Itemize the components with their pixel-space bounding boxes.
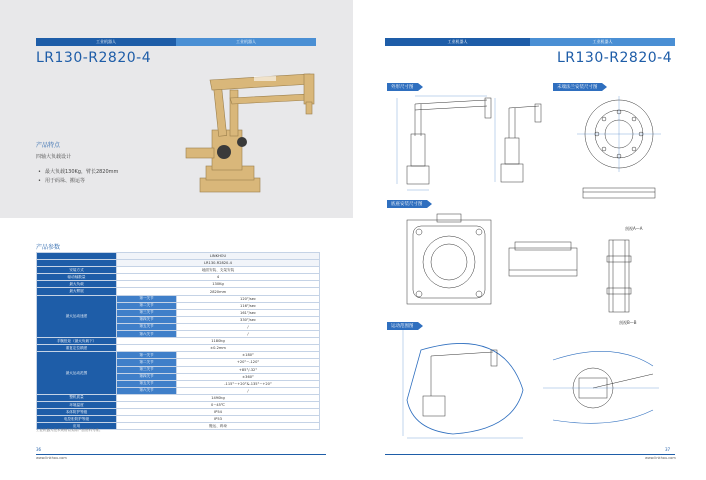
flange-label: 末端法兰安装尺寸图 [553,83,602,91]
features-list [38,168,118,186]
row-value: 2820mm [117,288,320,295]
row-label: 重复定位精度 [37,345,117,352]
footer-url-right: www.linkhou.com [645,456,676,460]
axis-value: 161°/sec [177,309,320,316]
axis-label: 第六关节 [117,331,177,338]
axis-label: 第一关节 [117,352,177,359]
feature-item: • 最大负载130Kg，臂长2820mm [38,168,118,177]
table-row [37,288,320,295]
row-value: IP54 [117,409,320,416]
workspace-drawing [393,330,663,440]
workspace-label: 运动范围图 [387,322,418,330]
right-tabs [385,38,675,46]
axis-value: / [177,331,320,338]
row-value: 搬运、码垛 [117,423,320,430]
table-row [37,338,320,345]
axis-label: 第四关节 [117,373,177,380]
axis-value: 116°/sec [177,302,320,309]
row-label: 环境温度 [37,401,117,408]
section-a-label: 剖视A—A [625,226,643,231]
table-row [37,267,320,274]
outline-label: 外形尺寸图 [387,83,418,91]
row-value: 地面安装、支架安装 [117,267,320,274]
left-tabs [36,38,316,46]
tab-industrial-robot-2: 工业机器人 [176,38,316,46]
axis-value: ±360° [177,373,320,380]
row-label: 本体防护等级 [37,409,117,416]
table-row [37,345,320,352]
params-heading: 产品参数 [36,244,61,251]
row-value: 0~45℃ [117,401,320,408]
table-row [37,253,320,260]
section-b-drawing [599,236,639,316]
axis-value: 330°/sec [177,316,320,323]
axis-value: -115°~+20°&-135°~+20° [177,380,320,387]
axis-value: / [177,323,320,330]
tab-industrial-robot: 工业机器人 [36,38,176,46]
table-model: LR130-R2820-4 [117,260,320,267]
row-label: 安装方式 [37,267,117,274]
axis-value: 120°/sec [177,295,320,302]
spec-table [36,252,320,430]
table-row [37,409,320,416]
row-value: 130Kg [117,281,320,288]
axis-label: 第二关节 [117,359,177,366]
footnote: 工业机器人技术规格以实际产品资料为准。 [36,428,103,432]
features-subtitle: 四轴大负载设计 [36,154,72,160]
table-row [37,274,320,281]
row-value: IP53 [117,416,320,423]
axis-value: +85°/-32° [177,366,320,373]
footer-url-left: www.linkhou.com [36,456,67,460]
row-label: 最大臂展 [37,288,117,295]
axis-label: 第五关节 [117,323,177,330]
feature-item: • 用于码垛、搬运等 [38,177,118,186]
model-title: LR130-R2820-4 [36,50,152,66]
axis-label: 第四关节 [117,316,177,323]
row-label: 最大负载 [37,281,117,288]
axis-label: 第三关节 [117,366,177,373]
axis-label: 第五关节 [117,380,177,387]
tab-industrial-robot-r2: 工业机器人 [530,38,675,46]
row-value: 4 [117,274,320,281]
flange-drawing [567,92,677,212]
row-label: 整机质量 [37,394,117,401]
page-number-left: 36 [36,447,42,452]
axis-label: 第二关节 [117,302,177,309]
features-heading: 产品特点 [36,142,61,149]
base-side-drawing [503,240,583,290]
table-row [37,281,320,288]
base-label: 底座安装尺寸图 [387,200,427,208]
row-value: 1180kg [117,338,320,345]
axis-label: 第六关节 [117,387,177,394]
footer-rule-right [385,454,675,455]
tab-industrial-robot-r: 工业机器人 [385,38,530,46]
right-page [353,0,706,480]
row-label: 驱动轴数量 [37,274,117,281]
axis-value: ±180° [177,352,320,359]
axis-label: 第一关节 [117,295,177,302]
axis-value: / [177,387,320,394]
section-b-label: 剖视B—B [619,320,637,325]
table-row [37,295,320,302]
axis-value: +20°~-120° [177,359,320,366]
table-header-empty [37,260,117,267]
model-title-right: LR130-R2820-4 [557,50,673,66]
table-header-empty [37,253,117,260]
row-value: 1490kg [117,394,320,401]
base-drawing [399,210,499,310]
row-label: 最大运动范围 [37,352,117,395]
robot-illustration [170,70,330,200]
row-label: 手腕扭矩（最大负载下） [37,338,117,345]
table-brand: LINKHOU [117,253,320,260]
row-label: 电控柜防护等级 [37,416,117,423]
row-label: 应用 [37,423,117,430]
row-label: 最大运动速度 [37,295,117,338]
footer-rule-left [36,454,326,455]
outline-drawing [387,94,547,194]
table-row [37,260,320,267]
table-row [37,352,320,359]
table-row [37,401,320,408]
axis-label: 第三关节 [117,309,177,316]
page-number-right: 37 [665,447,671,452]
table-row [37,416,320,423]
table-row [37,394,320,401]
row-value: ±0.2mm [117,345,320,352]
